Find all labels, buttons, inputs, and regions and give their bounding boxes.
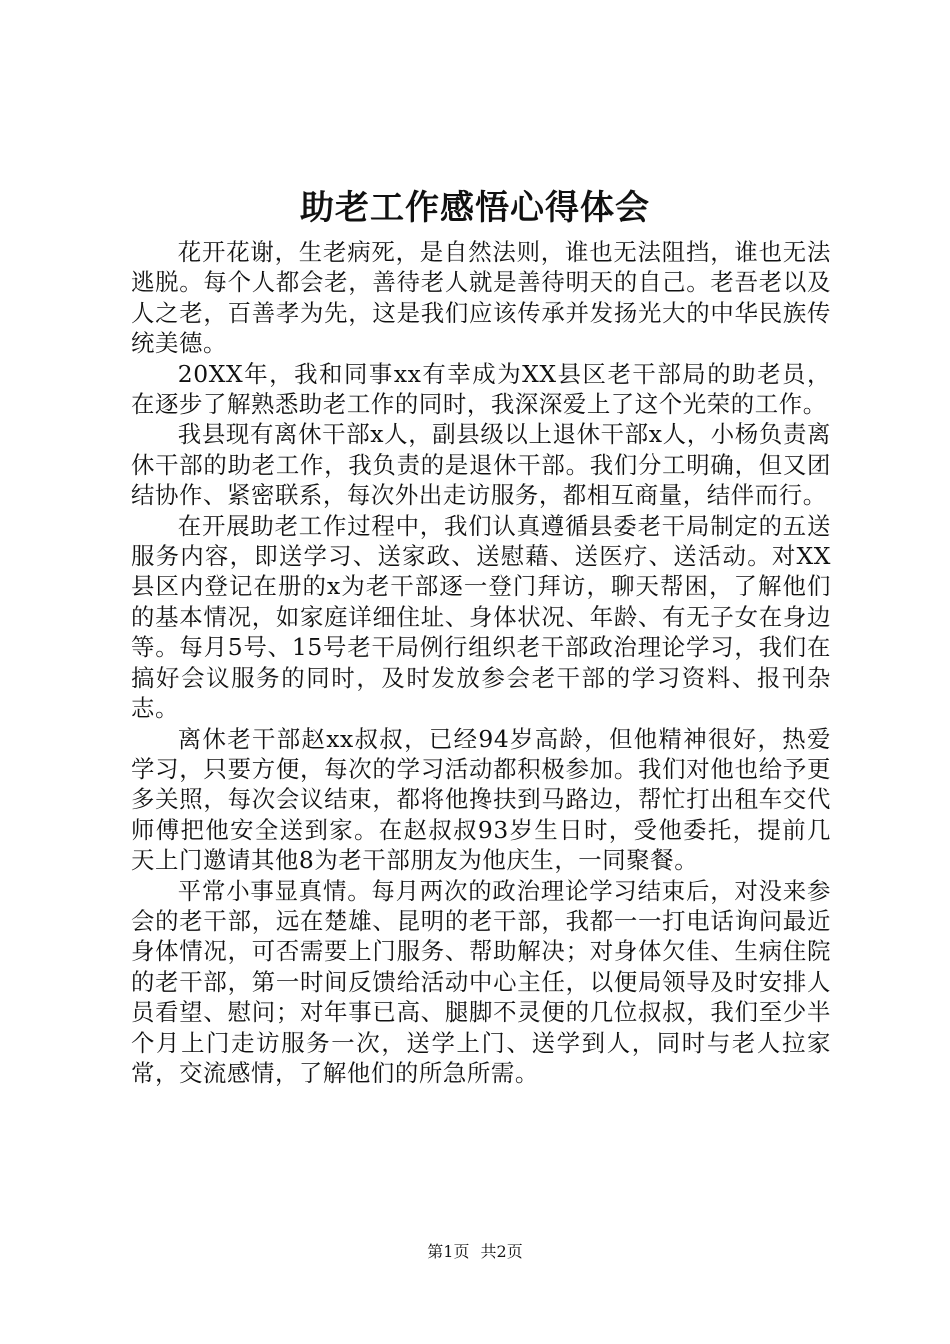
paragraph-2: 20XX年，我和同事xx有幸成为XX县区老干部局的助老员，在逐步了解熟悉助老工作的同时，我深深爱上了这个光荣的工作。 (131, 359, 831, 419)
document-body (131, 237, 831, 1088)
paragraph-3: 我县现有离休干部x人，副县级以上退休干部x人，小杨负责离休干部的助老工作，我负责的是退休干部。我们分工明确，但又团结协作、紧密联系，每次外出走访服务，都相互商量，结伴而行。 (131, 420, 831, 510)
paragraph-5: 离休老干部赵xx叔叔，已经94岁高龄，但他精神很好，热爱学习，只要方便，每次的学习活动都积极参加。我们对他也给予更多关照，每次会议结束，都将他搀扶到马路边，帮忙打出租车交代师傅把他安全送到家。在赵叔叔93岁生日时，受他委托，提前几天上门邀请其他8为老干部朋友为他庆生，一同聚餐。 (131, 724, 831, 875)
page-number: 第1页 (427, 1242, 470, 1261)
page-footer (0, 1241, 950, 1263)
document-title: 助老工作感悟心得体会 (300, 188, 650, 228)
paragraph-1: 花开花谢，生老病死，是自然法则，谁也无法阻挡，谁也无法逃脱。每个人都会老，善待老人就是善待明天的自己。老吾老以及人之老，百善孝为先，这是我们应该传承并发扬光大的中华民族传统美德。 (131, 238, 831, 358)
page-total: 共2页 (480, 1242, 523, 1261)
paragraph-4: 在开展助老工作过程中，我们认真遵循县委老干局制定的五送服务内容，即送学习、送家政、送慰藉、送医疗、送活动。对XX县区内登记在册的x为老干部逐一登门拜访，聊天帮困，了解他们的基本情况，如家庭详细住址、身体状况、年龄、有无子女在身边等。每月5号、15号老干局例行组织老干部政治理论学习，我们在搞好会议服务的同时，及时发放参会老干部的学习资料、报刊杂志。 (131, 511, 831, 723)
paragraph-6: 平常小事显真情。每月两次的政治理论学习结束后，对没来参会的老干部，远在楚雄、昆明的老干部，我都一一打电话询问最近身体情况，可否需要上门服务、帮助解决；对身体欠佳、生病住院的老干部，第一时间反馈给活动中心主任，以便局领导及时安排人员看望、慰问；对年事已高、腿脚不灵便的几位叔叔，我们至少半个月上门走访服务一次，送学上门、送学到人，同时与老人拉家常，交流感情，了解他们的所急所需。 (131, 876, 831, 1087)
